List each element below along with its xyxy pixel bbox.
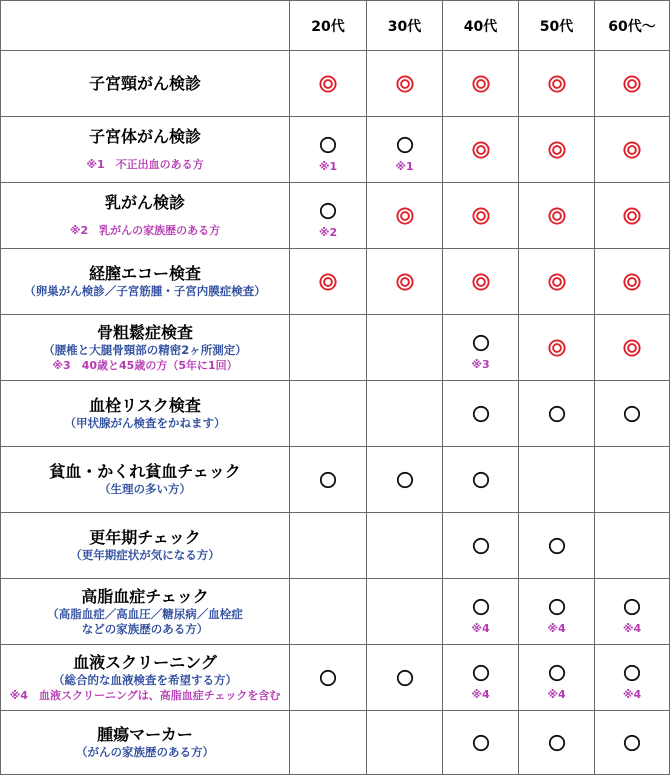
table-row bbox=[1, 447, 670, 513]
age-cell-60s-plus bbox=[595, 645, 670, 711]
double-circle-icon bbox=[396, 273, 414, 291]
mark-wrapper bbox=[595, 75, 669, 93]
age-cell-20s bbox=[290, 645, 367, 711]
exam-name: 血液スクリーニング bbox=[73, 652, 217, 672]
circle-icon bbox=[319, 202, 337, 220]
circle-icon bbox=[548, 598, 566, 616]
mark-wrapper bbox=[519, 141, 594, 159]
double-circle-icon bbox=[623, 273, 641, 291]
circle-icon bbox=[623, 734, 641, 752]
table-row bbox=[1, 513, 670, 579]
mark-wrapper bbox=[595, 141, 669, 159]
age-cell-30s bbox=[367, 513, 443, 579]
double-circle-icon bbox=[548, 207, 566, 225]
table-row bbox=[1, 249, 670, 315]
circle-icon bbox=[472, 598, 490, 616]
age-cell-50s bbox=[519, 711, 595, 775]
circle-icon bbox=[472, 664, 490, 682]
double-circle-icon bbox=[623, 75, 641, 93]
mark-wrapper bbox=[519, 588, 594, 636]
mark-wrapper bbox=[519, 405, 594, 423]
exam-subtitle: （腰椎と大腿骨頸部の精密2ヶ所測定） bbox=[43, 342, 247, 357]
circle-icon bbox=[548, 664, 566, 682]
circle-icon bbox=[472, 334, 490, 352]
age-cell-60s-plus bbox=[595, 579, 670, 645]
table-row bbox=[1, 51, 670, 117]
mark-wrapper bbox=[290, 75, 366, 93]
exam-name-cell bbox=[1, 579, 290, 645]
double-circle-icon bbox=[472, 141, 490, 159]
mark-wrapper bbox=[367, 273, 442, 291]
age-cell-30s bbox=[367, 249, 443, 315]
age-cell-20s bbox=[290, 711, 367, 775]
exam-name: 更年期チェック bbox=[89, 528, 201, 547]
mark-wrapper bbox=[519, 654, 594, 702]
age-cell-50s bbox=[519, 645, 595, 711]
cell-note: ※4 bbox=[471, 687, 490, 701]
mark-wrapper bbox=[443, 405, 518, 423]
table-row bbox=[1, 711, 670, 775]
circle-icon bbox=[319, 669, 337, 687]
circle-icon bbox=[319, 136, 337, 154]
mark-wrapper bbox=[367, 126, 442, 174]
mark-wrapper bbox=[595, 654, 669, 702]
exam-subtitle: などの家族歴のある方） bbox=[81, 621, 209, 636]
age-cell-20s bbox=[290, 183, 367, 249]
mark-wrapper bbox=[290, 126, 366, 174]
mark-wrapper bbox=[367, 75, 442, 93]
mark-wrapper bbox=[519, 207, 594, 225]
mark-wrapper bbox=[519, 537, 594, 555]
double-circle-icon bbox=[472, 207, 490, 225]
table-row bbox=[1, 315, 670, 381]
age-cell-20s bbox=[290, 381, 367, 447]
exam-note: ※4 血液スクリーニングは、高脂血症チェックを含む bbox=[9, 688, 281, 702]
exam-subtitle: （更年期症状が気になる方） bbox=[70, 548, 220, 562]
mark-wrapper bbox=[443, 324, 518, 372]
exam-name: 腫瘍マーカー bbox=[97, 725, 193, 744]
mark-wrapper bbox=[519, 273, 594, 291]
cell-note: ※1 bbox=[395, 159, 414, 173]
age-cell-30s bbox=[367, 51, 443, 117]
header-age-50s: 50代 bbox=[519, 1, 595, 51]
mark-wrapper bbox=[367, 669, 442, 687]
circle-icon bbox=[548, 537, 566, 555]
circle-icon bbox=[396, 471, 414, 489]
cell-note: ※3 bbox=[471, 357, 490, 371]
age-cell-30s bbox=[367, 645, 443, 711]
circle-icon bbox=[472, 734, 490, 752]
circle-icon bbox=[472, 471, 490, 489]
exam-name-cell bbox=[1, 645, 290, 711]
header-age-40s: 40代 bbox=[443, 1, 519, 51]
mark-wrapper bbox=[595, 588, 669, 636]
exam-name: 子宮頸がん検診 bbox=[88, 73, 201, 93]
age-cell-20s bbox=[290, 315, 367, 381]
exam-name: 子宮体がん検診 bbox=[88, 127, 201, 146]
exam-name-cell bbox=[1, 249, 290, 315]
header-age-60s-plus: 60代〜 bbox=[595, 1, 670, 51]
age-cell-40s bbox=[443, 117, 519, 183]
exam-name: 乳がん検診 bbox=[104, 193, 185, 212]
age-cell-30s bbox=[367, 711, 443, 775]
exam-subtitle: （がんの家族歴のある方） bbox=[76, 745, 214, 759]
header-age-20s: 20代 bbox=[290, 1, 367, 51]
double-circle-icon bbox=[548, 273, 566, 291]
age-cell-60s-plus bbox=[595, 711, 670, 775]
age-cell-40s bbox=[443, 249, 519, 315]
mark-wrapper bbox=[367, 471, 442, 489]
exam-note: ※2 乳がんの家族歴のある方 bbox=[69, 224, 221, 237]
circle-icon bbox=[623, 405, 641, 423]
mark-wrapper bbox=[519, 339, 594, 357]
double-circle-icon bbox=[548, 141, 566, 159]
circle-icon bbox=[623, 598, 641, 616]
age-cell-60s-plus bbox=[595, 381, 670, 447]
cell-note: ※4 bbox=[622, 621, 642, 635]
age-cell-40s bbox=[443, 711, 519, 775]
table-body bbox=[1, 1, 670, 775]
age-cell-40s bbox=[443, 51, 519, 117]
circle-icon bbox=[548, 734, 566, 752]
age-cell-40s bbox=[443, 579, 519, 645]
circle-icon bbox=[548, 405, 566, 423]
age-cell-60s-plus bbox=[595, 315, 670, 381]
mark-wrapper bbox=[519, 734, 594, 752]
exam-name-cell bbox=[1, 447, 290, 513]
exam-subtitle: （総合的な血液検査を希望する方） bbox=[53, 672, 237, 687]
double-circle-icon bbox=[623, 207, 641, 225]
header-row bbox=[1, 1, 670, 51]
age-cell-60s-plus bbox=[595, 249, 670, 315]
exam-subtitle: （高脂血症／高血圧／糖尿病／血栓症 bbox=[47, 606, 243, 621]
age-cell-30s bbox=[367, 381, 443, 447]
age-cell-40s bbox=[443, 645, 519, 711]
age-cell-30s bbox=[367, 315, 443, 381]
age-cell-60s-plus bbox=[595, 51, 670, 117]
mark-wrapper bbox=[443, 75, 518, 93]
age-cell-50s bbox=[519, 183, 595, 249]
exam-note: ※1 不正出血のある方 bbox=[86, 158, 204, 171]
exam-name-cell bbox=[1, 513, 290, 579]
double-circle-icon bbox=[396, 207, 414, 225]
age-cell-50s bbox=[519, 249, 595, 315]
mark-wrapper bbox=[290, 192, 366, 240]
exam-subtitle: （卵巣がん検診／子宮筋腫・子宮内膜症検査） bbox=[24, 284, 266, 298]
header-age-30s: 30代 bbox=[367, 1, 443, 51]
circle-icon bbox=[319, 471, 337, 489]
mark-wrapper bbox=[443, 207, 518, 225]
double-circle-icon bbox=[472, 75, 490, 93]
double-circle-icon bbox=[319, 75, 337, 93]
exam-subtitle: （甲状腺がん検査をかねます） bbox=[64, 416, 226, 430]
mark-wrapper bbox=[443, 141, 518, 159]
exam-name-cell bbox=[1, 381, 290, 447]
cell-note: ※4 bbox=[547, 621, 566, 635]
table-row bbox=[1, 381, 670, 447]
circle-icon bbox=[623, 664, 641, 682]
mark-wrapper bbox=[443, 273, 518, 291]
mark-wrapper bbox=[595, 207, 669, 225]
age-cell-50s bbox=[519, 579, 595, 645]
exam-subtitle: （生理の多い方） bbox=[99, 482, 191, 496]
age-cell-30s bbox=[367, 447, 443, 513]
exam-name: 血栓リスク検査 bbox=[89, 396, 201, 415]
exam-note: ※3 40歳と45歳の方（5年に1回） bbox=[52, 358, 238, 372]
double-circle-icon bbox=[548, 339, 566, 357]
age-cell-40s bbox=[443, 513, 519, 579]
mark-wrapper bbox=[595, 405, 669, 423]
circle-icon bbox=[472, 537, 490, 555]
mark-wrapper bbox=[367, 207, 442, 225]
mark-wrapper bbox=[443, 537, 518, 555]
age-cell-20s bbox=[290, 447, 367, 513]
age-cell-20s bbox=[290, 513, 367, 579]
exam-name: 経膣エコー検査 bbox=[88, 264, 201, 283]
exam-name-cell bbox=[1, 51, 290, 117]
double-circle-icon bbox=[319, 273, 337, 291]
mark-wrapper bbox=[443, 588, 518, 636]
age-cell-50s bbox=[519, 447, 595, 513]
age-cell-40s bbox=[443, 183, 519, 249]
exam-name: 貧血・かくれ貧血チェック bbox=[49, 462, 241, 481]
age-cell-30s bbox=[367, 579, 443, 645]
mark-wrapper bbox=[443, 734, 518, 752]
double-circle-icon bbox=[548, 75, 566, 93]
header-corner-cell bbox=[1, 1, 290, 51]
age-cell-20s bbox=[290, 249, 367, 315]
exam-name-cell bbox=[1, 711, 290, 775]
age-cell-60s-plus bbox=[595, 117, 670, 183]
age-cell-50s bbox=[519, 513, 595, 579]
age-cell-20s bbox=[290, 51, 367, 117]
age-cell-40s bbox=[443, 315, 519, 381]
mark-wrapper bbox=[290, 669, 366, 687]
double-circle-icon bbox=[396, 75, 414, 93]
table-row bbox=[1, 645, 670, 711]
cell-note: ※4 bbox=[622, 687, 642, 701]
age-cell-50s bbox=[519, 381, 595, 447]
age-cell-60s-plus bbox=[595, 513, 670, 579]
age-cell-50s bbox=[519, 51, 595, 117]
table-row bbox=[1, 579, 670, 645]
age-cell-40s bbox=[443, 447, 519, 513]
cell-note: ※4 bbox=[547, 687, 566, 701]
mark-wrapper bbox=[290, 273, 366, 291]
mark-wrapper bbox=[519, 75, 594, 93]
mark-wrapper bbox=[595, 339, 669, 357]
table-row bbox=[1, 117, 670, 183]
mark-wrapper bbox=[443, 654, 518, 702]
age-cell-40s bbox=[443, 381, 519, 447]
mark-wrapper bbox=[595, 734, 669, 752]
cell-note: ※2 bbox=[318, 225, 338, 239]
cell-note: ※1 bbox=[318, 159, 338, 173]
double-circle-icon bbox=[623, 141, 641, 159]
age-cell-30s bbox=[367, 117, 443, 183]
age-cell-50s bbox=[519, 117, 595, 183]
age-cell-60s-plus bbox=[595, 447, 670, 513]
age-cell-60s-plus bbox=[595, 183, 670, 249]
circle-icon bbox=[472, 405, 490, 423]
mark-wrapper bbox=[443, 471, 518, 489]
exam-name-cell bbox=[1, 183, 290, 249]
exam-name-cell bbox=[1, 117, 290, 183]
age-cell-20s bbox=[290, 579, 367, 645]
circle-icon bbox=[396, 136, 414, 154]
cell-note: ※4 bbox=[471, 621, 490, 635]
double-circle-icon bbox=[472, 273, 490, 291]
exam-name-cell bbox=[1, 315, 290, 381]
mark-wrapper bbox=[595, 273, 669, 291]
exam-name: 骨粗鬆症検査 bbox=[96, 322, 193, 342]
age-cell-50s bbox=[519, 315, 595, 381]
double-circle-icon bbox=[623, 339, 641, 357]
age-cell-20s bbox=[290, 117, 367, 183]
age-cell-30s bbox=[367, 183, 443, 249]
circle-icon bbox=[396, 669, 414, 687]
mark-wrapper bbox=[290, 471, 366, 489]
exam-name: 高脂血症チェック bbox=[81, 586, 209, 606]
table-row bbox=[1, 183, 670, 249]
